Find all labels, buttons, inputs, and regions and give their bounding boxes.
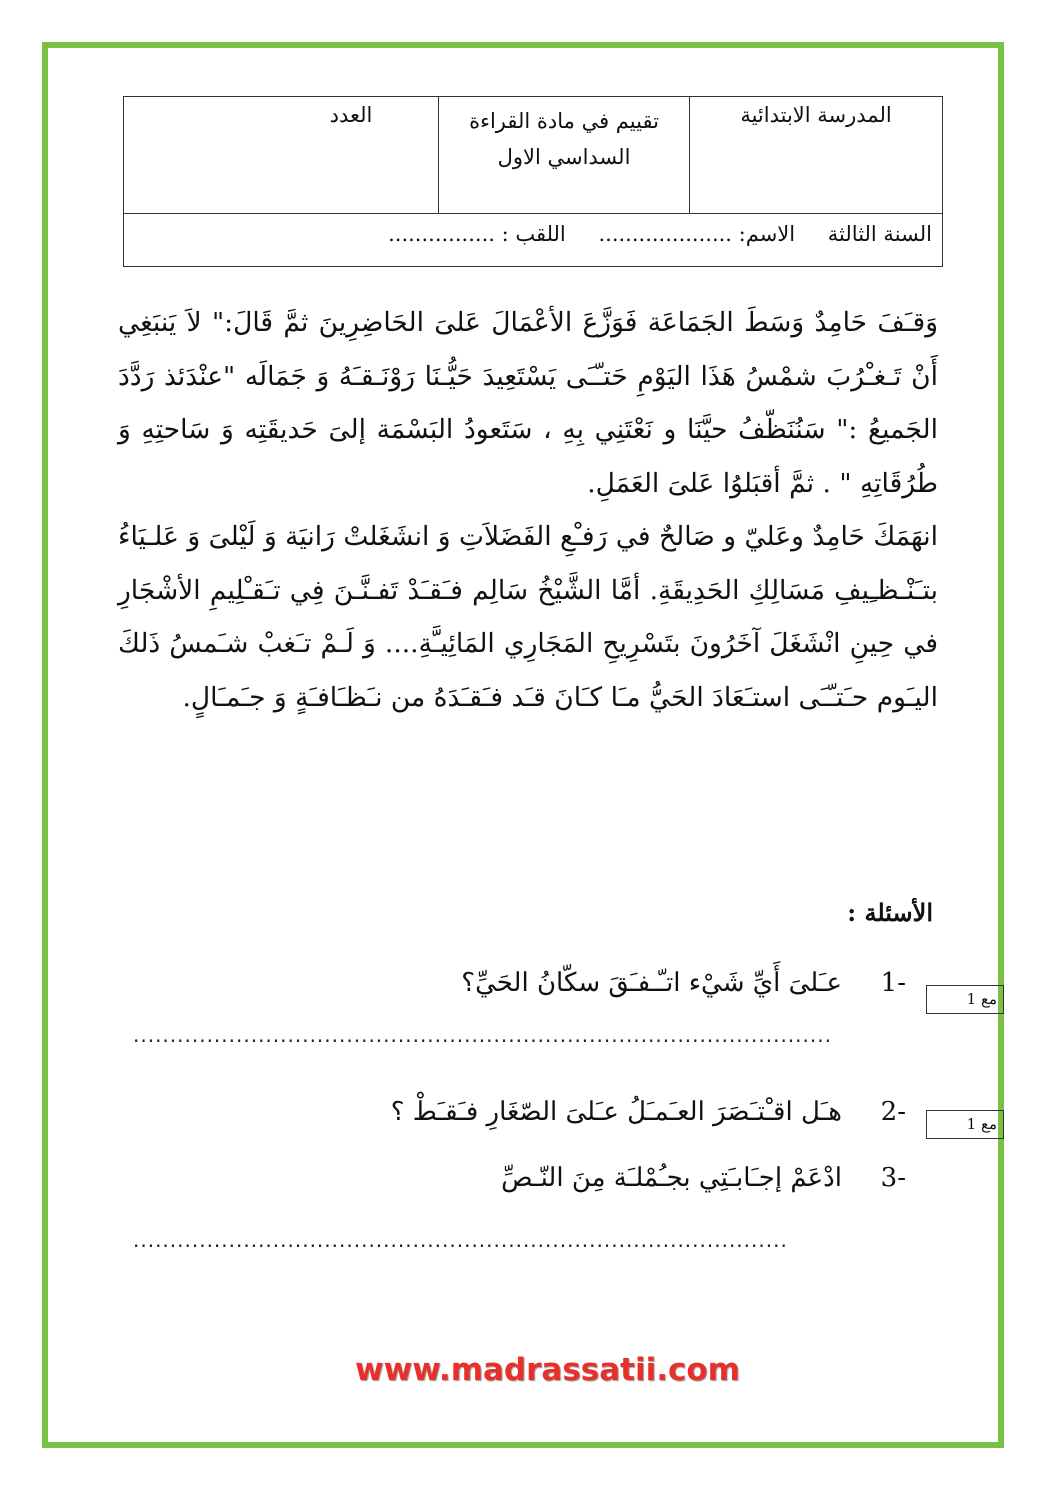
grade-cell: العدد (124, 97, 439, 214)
year-label: السنة الثالثة (827, 222, 932, 246)
subject-line-1: تقييم في مادة القراءة (469, 109, 659, 133)
subject-line-2: السداسي الاول (497, 145, 631, 169)
question-2 (391, 1097, 906, 1127)
question-number: -2 (880, 1097, 906, 1127)
question-number: -3 (880, 1163, 906, 1193)
school-cell: المدرسة الابتدائية (690, 97, 943, 214)
questions-heading: الأسئلة : (847, 898, 933, 927)
score-box-2: مع 1 (926, 1110, 1004, 1139)
score-box-1: مع 1 (926, 985, 1004, 1014)
passage-paragraph-2: انهَمَكَ حَامِدٌ وعَليّ و صَالحٌ في رَفـْعِ الفَضَلاَتِ وَ انشَغَلتْ رَانيَة وَ لَيْلىَ وَ عَلـيَاءُ بتـَنْـظـِيفِ مَسَالِكِ الحَدِيقَةِ. أمَّا الشَّيْخُ سَالِم فـَقـَدْ تَفـنَّـنَ فِي تـَقـْلِيمِ الأشْجَارِ في حِينِ انْشَغَلَ آخَرُونَ بتَسْرِيحِ المَجَارِي المَائِيـَّةِ.... وَ لَـمْ تـَغبْ شـَمسُ ذَلكَ اليـَوم حـَتـّـَى استـَعَادَ الحَيُّ مـَا كـَانَ قـَد فـَقـَدَهُ من نـَظـَافـَةٍ وَ جـَمـَالٍ. (118, 521, 938, 713)
question-3 (501, 1163, 906, 1193)
question-text: عـَلىَ أَيِّ شَيْء اتـّـفـَقَ سكّانُ الحَيِّ؟ (461, 968, 842, 998)
footer-website-link[interactable]: www.madrassatii.com (355, 1352, 740, 1388)
name-field: الاسم: .................... (598, 222, 796, 246)
answer-line-2[interactable]: ......................................................................................... (133, 1228, 788, 1252)
student-info-row (124, 214, 943, 267)
header-table (123, 96, 943, 267)
surname-field: اللقب : ................ (388, 222, 566, 246)
question-text: هـَل اقـْتـَصَرَ العـَمـَلُ عـَلىَ الصّغَارِ فـَقـَطْ ؟ (390, 1097, 842, 1127)
passage-paragraph-1: وَقـَفَ حَامِدٌ وَسَطَ الجَمَاعَة فَوَزَّعَ الأعْمَالَ عَلىَ الحَاضِرِينَ ثمَّ قَالَ:" لاَ يَنبَغِي أَنْ تَـغـْرُبَ شمْسُ هَذَا اليَوْمِ حَتـّـَى يَسْتَعِيدَ حَيُّـنَا رَوْنَـقـَهُ وَ جَمَالَه "عنْدَئذ رَدَّدَ الجَميعُ :" سَنُنَظّفُ حيَّنَا و نَعْتَنِي بِهِ ، سَتَعودُ البَسْمَة إلىَ حَديقَتِه وَ سَاحتِهِ وَ طُرُقَاتِهِ " . ثمَّ أقبَلوُا عَلىَ العَمَلِ. (118, 307, 938, 499)
reading-passage (118, 296, 938, 724)
question-number: -1 (880, 968, 906, 998)
subject-cell (439, 97, 690, 214)
question-1 (461, 968, 906, 998)
question-text: ادْعَمْ إجـَابـَتِي بجـُمْلـَة مِنَ النّـصِّ (501, 1163, 842, 1193)
answer-line-1[interactable]: ............................................................................................... (133, 1023, 832, 1047)
